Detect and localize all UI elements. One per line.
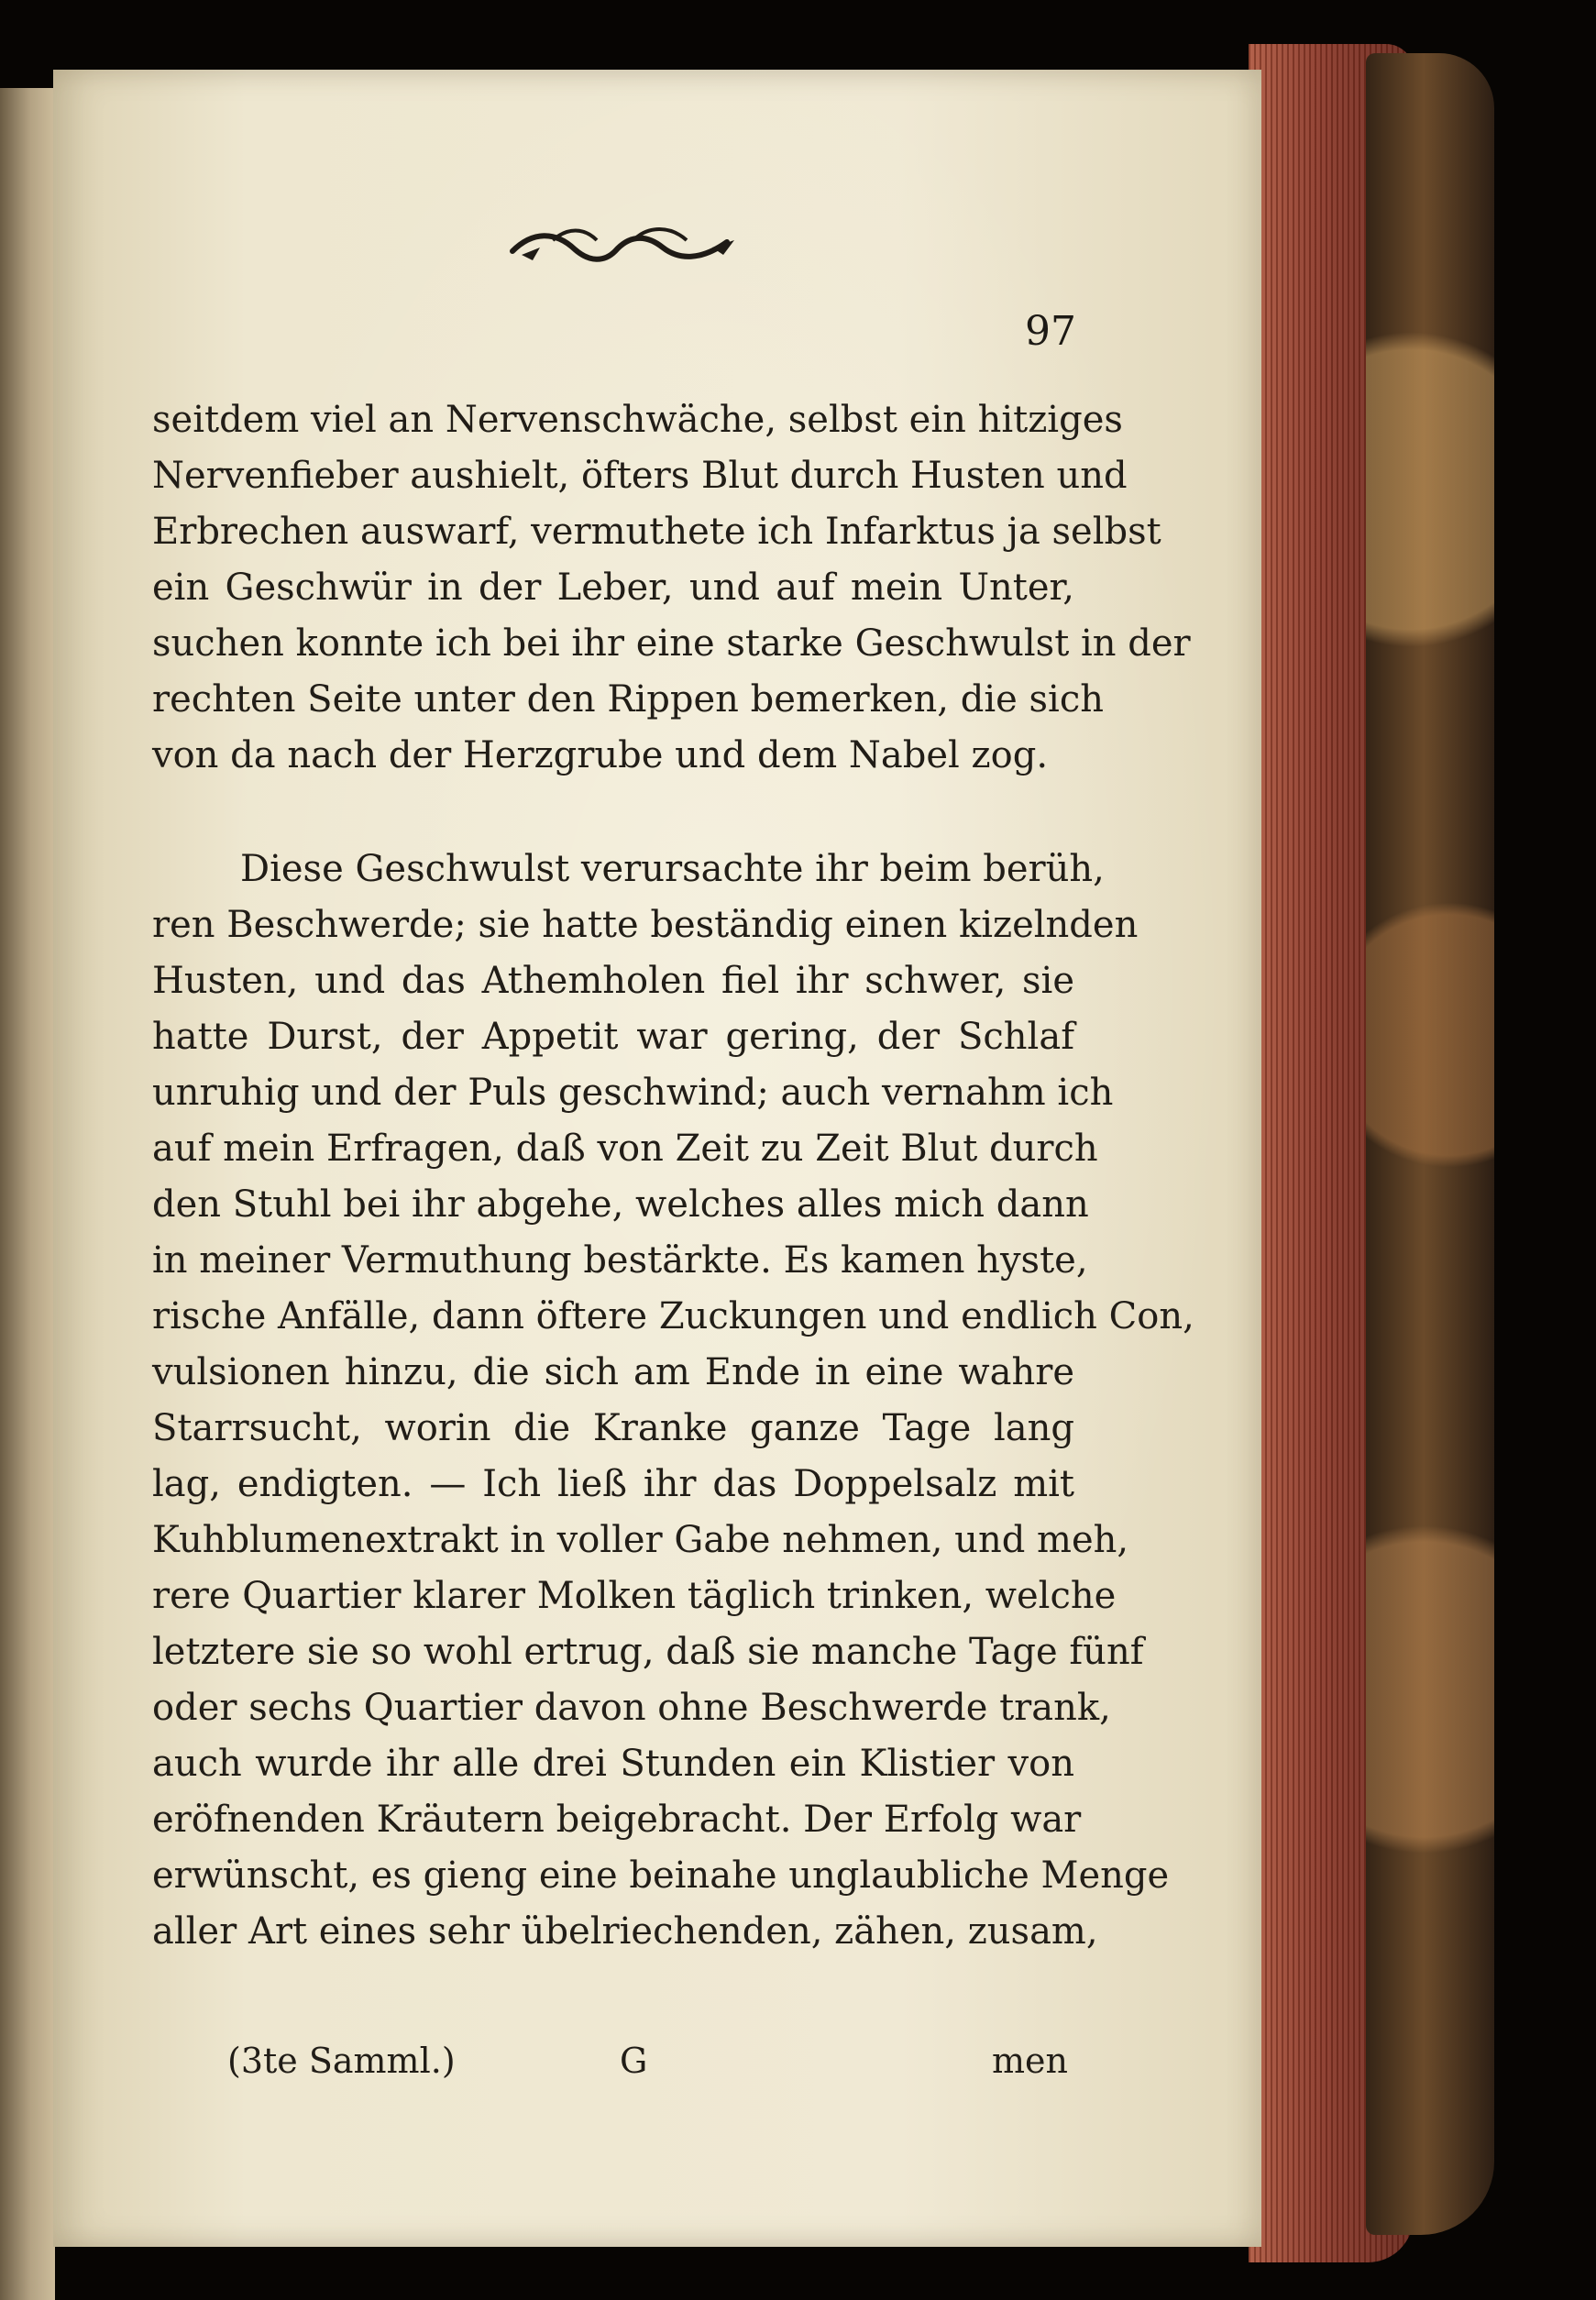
text-line: rechten Seite unter den Rippen bemerken, die sich — [152, 678, 1105, 721]
text-line: erwünscht, es gieng eine beinahe unglaubliche Menge — [152, 1854, 1170, 1897]
facing-page-edge — [0, 88, 55, 2300]
text-line: ren Beschwerde; sie hatte beständig einen kizelnden — [152, 904, 1139, 946]
text-line: hatte Durst, der Appetit war gering, der Schlaf — [152, 1016, 1074, 1058]
text-line: rische Anfälle, dann öftere Zuckungen und endlich Con, — [152, 1295, 1194, 1337]
text-line: suchen konnte ich bei ihr eine starke Geschwulst in der — [152, 622, 1191, 665]
text-line: ein Geschwür in der Leber, und auf mein Unter, — [152, 567, 1074, 609]
text-line: aller Art eines sehr übelriechenden, zähen, zusam, — [152, 1910, 1098, 1953]
text-line: eröfnenden Kräutern beigebracht. Der Erfolg war — [152, 1799, 1082, 1841]
text-line: unruhig und der Puls geschwind; auch vernahm ich — [152, 1072, 1114, 1114]
text-line: in meiner Vermuthung bestärkte. Es kamen hyste, — [152, 1239, 1088, 1282]
text-line: auch wurde ihr alle drei Stunden ein Klistier von — [152, 1743, 1074, 1785]
catchword: men — [992, 2041, 1068, 2081]
body-text — [152, 392, 1194, 2070]
text-line: vulsionen hinzu, die sich am Ende in eine wahre — [152, 1351, 1074, 1393]
text-line: Nervenfieber aushielt, öfters Blut durch Husten und — [152, 455, 1128, 497]
page-number: 97 — [1025, 308, 1076, 355]
ornament-icon — [505, 224, 743, 268]
text-line: Kuhblumenextrakt in voller Gabe nehmen, und meh, — [152, 1519, 1129, 1561]
text-line: Starrsucht, worin die Kranke ganze Tage lang — [152, 1407, 1074, 1449]
text-line: Erbrechen auswarf, vermuthete ich Infarktus ja selbst — [152, 511, 1161, 553]
text-line: letztere sie so wohl ertrug, daß sie manche Tage fünf — [152, 1631, 1144, 1673]
text-line: seitdem viel an Nervenschwäche, selbst ein hitziges — [152, 399, 1123, 441]
book-cover-edge — [1366, 53, 1494, 2235]
text-line: den Stuhl bei ihr abgehe, welches alles mich dann — [152, 1183, 1089, 1226]
text-line: auf mein Erfragen, daß von Zeit zu Zeit Blut durch — [152, 1128, 1098, 1170]
text-line: von da nach der Herzgrube und dem Nabel zog. — [152, 734, 1049, 776]
book-page — [53, 70, 1261, 2247]
signature-mark: G — [620, 2041, 648, 2081]
text-line: Husten, und das Athemholen fiel ihr schwer, sie — [152, 960, 1074, 1002]
volume-note: (3te Samml.) — [227, 2041, 456, 2081]
text-line: lag, endigten. — Ich ließ ihr das Doppelsalz mit — [152, 1463, 1074, 1505]
text-line: Diese Geschwulst verursachte ihr beim berüh, — [240, 848, 1105, 890]
text-line: oder sechs Quartier davon ohne Beschwerde trank, — [152, 1687, 1111, 1729]
text-line: rere Quartier klarer Molken täglich trinken, welche — [152, 1575, 1117, 1617]
